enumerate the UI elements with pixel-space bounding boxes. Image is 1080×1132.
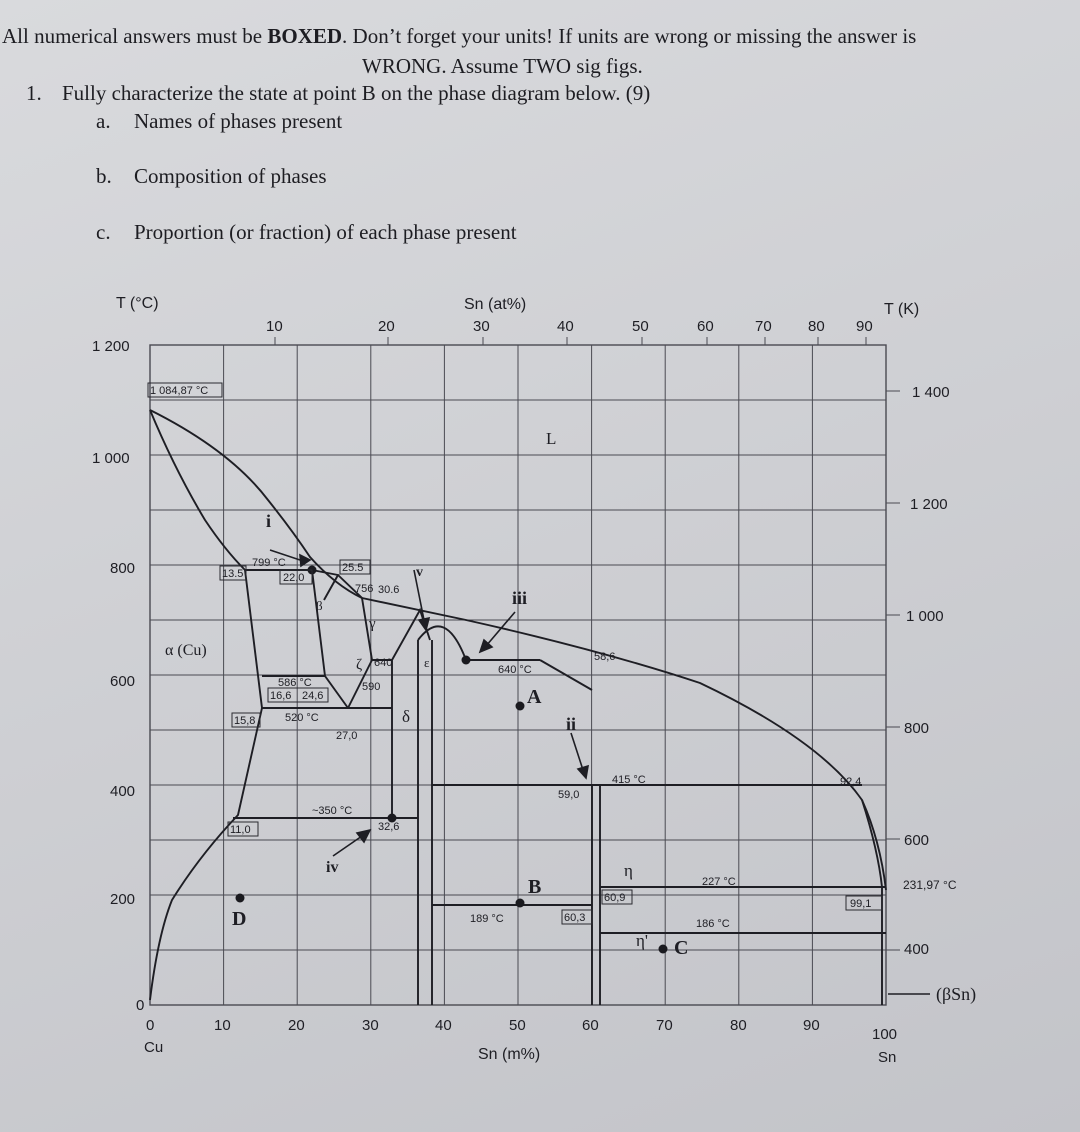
question-number: 1. xyxy=(26,81,42,105)
solidus-alpha xyxy=(150,410,245,570)
phase-zeta: ζ xyxy=(356,657,363,673)
temp-350: ~350 °C xyxy=(312,805,353,817)
temp-640: 640 °C xyxy=(498,664,532,676)
comp-92-4: 92,4 xyxy=(840,776,862,788)
comp-11-0: 11,0 xyxy=(230,824,251,836)
top-tick-20: 20 xyxy=(378,318,395,335)
top-tick-30: 30 xyxy=(473,318,490,335)
point-d-marker xyxy=(236,894,245,903)
part-a-text: Names of phases present xyxy=(134,109,343,133)
roman-ii: ii xyxy=(566,714,577,734)
comp-30-6: 30.6 xyxy=(378,584,400,596)
point-c-label: C xyxy=(674,937,689,959)
bottom-tick-10: 10 xyxy=(214,1017,231,1034)
question-text: Fully characterize the state at point B on the phase diagram below. (9) xyxy=(62,81,651,105)
part-c-text: Proportion (or fraction) of each phase present xyxy=(134,220,517,244)
roman-iv: iv xyxy=(326,859,339,876)
temp-799: 799 °C xyxy=(252,557,286,569)
point-d-label: D xyxy=(232,908,247,930)
bottom-tick-30: 30 xyxy=(362,1017,379,1034)
top-tick-70: 70 xyxy=(755,318,772,335)
roman-v: v xyxy=(416,565,423,580)
temp-586: 586 °C xyxy=(278,677,312,689)
k-tick-1000: 1 000 xyxy=(906,608,944,625)
right-end-label: Sn xyxy=(878,1049,897,1066)
k-tick-600: 600 xyxy=(904,832,930,849)
point-b-marker xyxy=(516,899,525,908)
phase-eta: η xyxy=(624,861,633,880)
temp-189: 189 °C xyxy=(470,913,504,925)
comp-16-6: 16,6 xyxy=(270,690,292,702)
y-tick-800: 800 xyxy=(110,560,136,577)
top-tick-60: 60 xyxy=(697,318,714,335)
comp-13-5: 13.5 xyxy=(222,568,244,580)
comp-58-6: 58,6 xyxy=(594,651,616,663)
comp-15-8: 15,8 xyxy=(234,715,256,727)
roman-i: i xyxy=(266,511,272,531)
part-b-letter: b. xyxy=(96,164,112,188)
left-axis-title: T (°C) xyxy=(116,295,159,312)
part-b-text: Composition of phases xyxy=(134,164,327,188)
comp-60-9: 60,9 xyxy=(604,892,626,904)
temp-590: 590 xyxy=(362,681,381,693)
phase-beta-sn: (βSn) xyxy=(936,984,977,1004)
boxed-emphasis: BOXED xyxy=(267,24,343,48)
y-tick-1000: 1 000 xyxy=(92,450,130,467)
bottom-tick-80: 80 xyxy=(730,1017,747,1034)
temp-415: 415 °C xyxy=(612,774,646,786)
bottom-tick-50: 50 xyxy=(509,1017,526,1034)
temp-231: 231,97 °C xyxy=(903,878,957,892)
comp-60-3: 60,3 xyxy=(564,912,586,924)
temp-1084: 1 084,87 °C xyxy=(150,385,209,397)
comp-59-0: 59,0 xyxy=(558,789,580,801)
top-tick-40: 40 xyxy=(557,318,574,335)
roman-iii: iii xyxy=(512,588,528,608)
phase-gamma: γ xyxy=(369,616,376,632)
bottom-tick-70: 70 xyxy=(656,1017,673,1034)
y-tick-600: 600 xyxy=(110,673,136,690)
y-tick-200: 200 xyxy=(110,891,136,908)
comp-32-6: 32,6 xyxy=(378,821,400,833)
phase-delta: δ xyxy=(402,707,411,726)
temp-520: 520 °C xyxy=(285,712,319,724)
top-tick-50: 50 xyxy=(632,318,649,335)
comp-25-5: 25.5 xyxy=(342,562,364,574)
phase-alpha-cu: α (Cu) xyxy=(165,642,207,659)
y-tick-1200: 1 200 xyxy=(92,338,130,355)
temp-756: 756 xyxy=(355,583,374,595)
top-tick-90: 90 xyxy=(856,318,873,335)
bottom-tick-40: 40 xyxy=(435,1017,452,1034)
instructions-line-1: All numerical answers must be BOXED. Don’t forget your units! If units are wrong or missing the answer is xyxy=(2,24,917,48)
liquidus-main xyxy=(362,598,886,890)
left-end-label: Cu xyxy=(144,1039,164,1056)
top-axis-title: Sn (at%) xyxy=(464,296,527,313)
bottom-tick-60: 60 xyxy=(582,1017,599,1034)
comp-22-0: 22,0 xyxy=(283,572,305,584)
part-a-letter: a. xyxy=(96,109,111,133)
y-tick-0: 0 xyxy=(136,997,145,1014)
phase-eta-prime: η' xyxy=(636,931,648,950)
y-tick-400: 400 xyxy=(110,783,136,800)
part-c-letter: c. xyxy=(96,220,111,244)
phase-epsilon: ε xyxy=(424,655,430,670)
point-a-marker xyxy=(516,702,525,711)
beta-field xyxy=(312,570,348,708)
comp-24-6: 24,6 xyxy=(302,690,324,702)
comp-27-0: 27,0 xyxy=(336,730,358,742)
bottom-tick-90: 90 xyxy=(803,1017,820,1034)
bottom-tick-100: 100 xyxy=(872,1026,898,1043)
bottom-tick-20: 20 xyxy=(288,1017,305,1034)
point-640-marker xyxy=(462,656,471,665)
temp-640-zeta: 640 xyxy=(374,657,393,669)
phase-beta: β xyxy=(316,598,323,613)
point-c-marker xyxy=(659,945,668,954)
bottom-axis-title: Sn (m%) xyxy=(478,1046,541,1063)
top-tick-10: 10 xyxy=(266,318,283,335)
k-tick-1400: 1 400 xyxy=(912,384,950,401)
point-a-label: A xyxy=(527,686,542,708)
phase-liquid: L xyxy=(546,429,557,448)
instructions-line-2: WRONG. Assume TWO sig figs. xyxy=(362,54,643,78)
composition-boxes xyxy=(148,383,882,924)
point-b-label: B xyxy=(528,876,542,898)
k-tick-1200: 1 200 xyxy=(910,496,948,513)
right-axis-title: T (K) xyxy=(884,301,920,318)
temp-186: 186 °C xyxy=(696,918,730,930)
bottom-tick-0: 0 xyxy=(146,1017,155,1034)
top-tick-80: 80 xyxy=(808,318,825,335)
k-tick-400: 400 xyxy=(904,941,930,958)
k-tick-800: 800 xyxy=(904,720,930,737)
temp-227: 227 °C xyxy=(702,876,736,888)
comp-99-1: 99,1 xyxy=(850,898,872,910)
